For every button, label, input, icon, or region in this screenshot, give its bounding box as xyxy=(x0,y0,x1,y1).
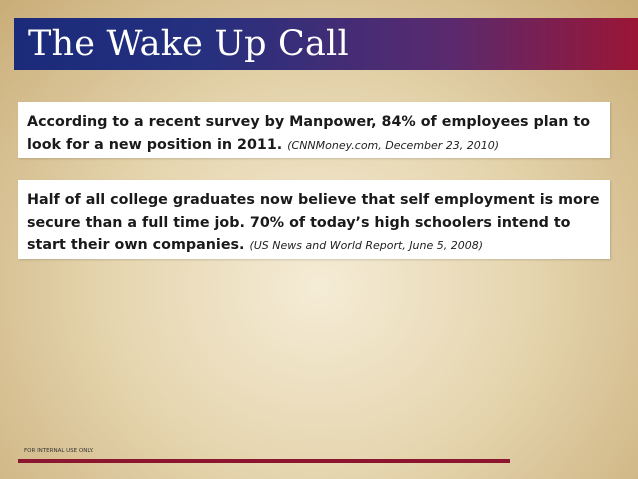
statistic-box-1 xyxy=(18,102,610,158)
footer-divider xyxy=(18,459,510,463)
statistic-text-2 xyxy=(27,189,607,258)
footer-disclaimer: FOR INTERNAL USE ONLY. xyxy=(24,448,94,454)
slide-title: The Wake Up Call xyxy=(28,24,349,64)
title-bar xyxy=(14,18,638,70)
statistic-source-1: (CNNMoney.com, December 23, 2010) xyxy=(287,138,500,152)
statistic-text-1 xyxy=(27,111,607,157)
statistic-source-2: (US News and World Report, June 5, 2008) xyxy=(249,239,484,252)
statistic-body-2: Half of all college graduates now believe that self employment is more secure than a full time job. 70% of today’s high schoolers intend to start their own companies. xyxy=(27,192,600,253)
statistic-box-2 xyxy=(18,180,610,259)
statistic-body-1: According to a recent survey by Manpower, 84% of employees plan to look for a new position in 2011. xyxy=(27,114,591,153)
